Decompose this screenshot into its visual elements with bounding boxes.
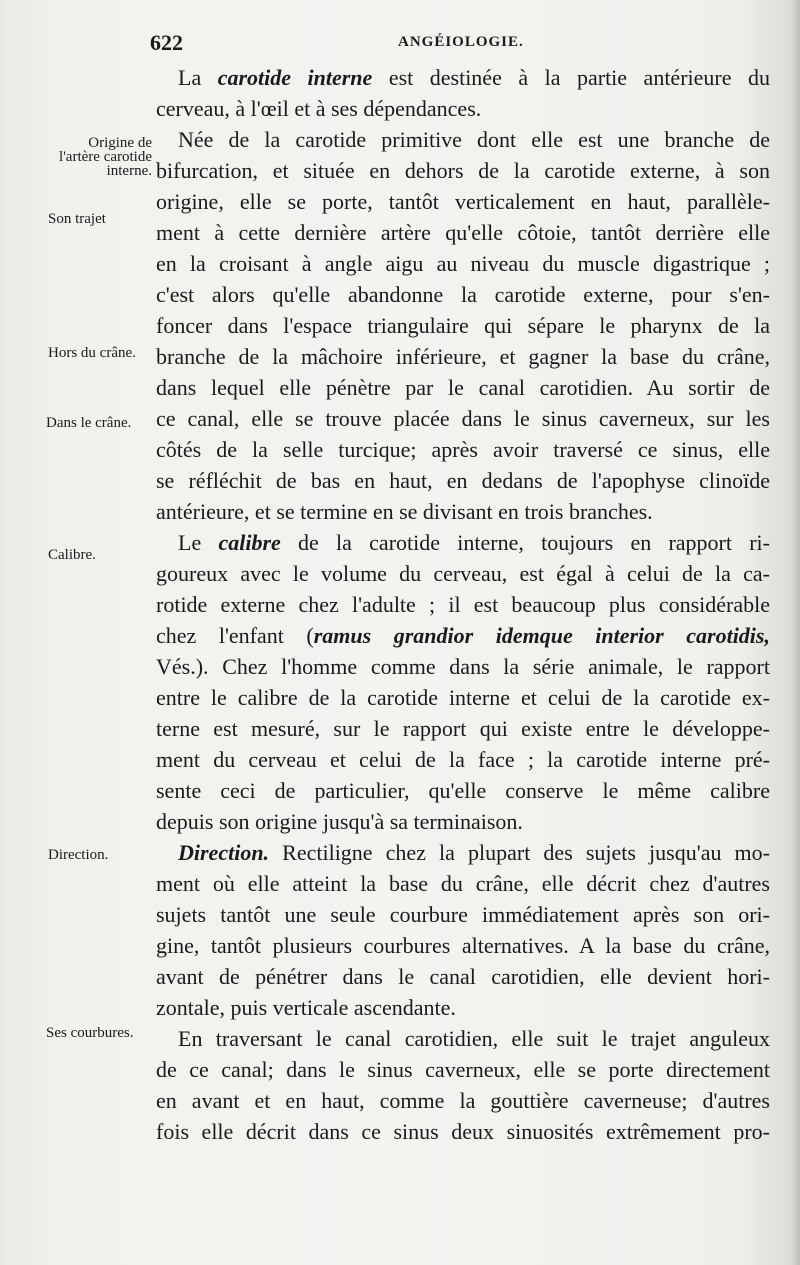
text-line: En traversant le canal carotidien, elle suit le trajet anguleux [178, 1026, 770, 1051]
text-line: entre le calibre de la carotide interne et celui de la carotide ex- [156, 685, 770, 710]
margin-notes [0, 0, 155, 1265]
text-run: Rectiligne chez la plupart des sujets jusqu'au mo- [269, 840, 770, 865]
margin-note-line: Direction. [48, 847, 109, 863]
latin-quote: ramus grandior idemque interior carotidis, [313, 623, 770, 648]
text-run: La [178, 65, 218, 90]
text-line: ment à cette dernière artère qu'elle côtoie, tantôt derrière elle [156, 220, 770, 245]
paragraph-origine [156, 124, 770, 527]
text-line [156, 620, 770, 651]
text-line: fois elle décrit dans ce sinus deux sinuosités extrêmement pro- [156, 1119, 770, 1144]
margin-note-line: Origine de [88, 135, 152, 151]
text-line: antérieure, et se termine en se divisant en trois branches. [156, 499, 653, 524]
text-line: ce canal, elle se trouve placée dans le sinus caverneux, sur les [156, 406, 770, 431]
text-line: depuis son origine jusqu'à sa terminaison. [156, 809, 523, 834]
paragraph-calibre [156, 527, 770, 837]
italic-term: carotide interne [217, 65, 373, 90]
text-line: terne est mesuré, sur le rapport qui existe entre le développe- [156, 716, 770, 741]
text-line: de ce canal; dans le sinus caverneux, elle se porte directement [156, 1057, 770, 1082]
margin-note-line: Calibre. [48, 547, 96, 563]
text-line: zontale, puis verticale ascendante. [156, 995, 456, 1020]
text-line: branche de la mâchoire inférieure, et gagner la base du crâne, [156, 344, 770, 369]
margin-note-line: l'artère carotide [58, 149, 152, 165]
text-line: bifurcation, et située en dehors de la carotide externe, à son [156, 158, 770, 183]
margin-note-line: interne. [106, 163, 152, 179]
margin-note-line: Dans le crâne. [46, 415, 132, 431]
page-number: 622 [150, 30, 183, 55]
italic-term: Direction. [178, 840, 270, 865]
text-line: Vés.). Chez l'homme comme dans la série animale, le rapport [156, 654, 770, 679]
text-run: chez l'enfant ( [156, 623, 314, 648]
text-line: dans lequel elle pénètre par le canal carotidien. Au sortir de [156, 375, 770, 400]
text-line: ment du cerveau et celui de la face ; la carotide interne pré- [156, 747, 770, 772]
text-line: cerveau, à l'œil et à ses dépendances. [156, 96, 482, 121]
text-line: goureux avec le volume du cerveau, est égal à celui de la ca- [156, 561, 770, 586]
text-run: de la carotide interne, toujours en rapport ri- [280, 530, 770, 555]
text-run: Le [178, 530, 219, 555]
text-line: sente ceci de particulier, qu'elle conserve le même calibre [156, 778, 770, 803]
text-line: en la croisant à angle aigu au niveau du muscle digastrique ; [156, 251, 770, 276]
margin-note-line: Son trajet [48, 211, 106, 227]
text-line: ment où elle atteint la base du crâne, elle décrit chez d'autres [156, 871, 770, 896]
text-line [156, 837, 770, 868]
text-line: se réfléchit de bas en haut, en dedans de l'apophyse clinoïde [156, 468, 770, 493]
page-header [150, 30, 770, 60]
text-line: avant de pénétrer dans le canal carotidien, elle devient hori- [156, 964, 770, 989]
paragraph-direction [156, 837, 770, 1023]
italic-term: calibre [218, 530, 281, 555]
text-run: est destinée à la partie antérieure du [372, 65, 770, 90]
text-line: c'est alors qu'elle abandonne la carotide externe, pour s'en- [156, 282, 770, 307]
text-line: Née de la carotide primitive dont elle est une branche de [178, 127, 770, 152]
text-line: origine, elle se porte, tantôt verticalement en haut, parallèle- [156, 189, 770, 214]
text-line: gine, tantôt plusieurs courbures alternatives. A la base du crâne, [156, 933, 770, 958]
text-line: sujets tantôt une seule courbure immédiatement après son ori- [156, 902, 770, 927]
margin-note-line: Hors du crâne. [48, 345, 136, 361]
running-title: ANGÉIOLOGIE. [398, 34, 524, 50]
text-line: foncer dans l'espace triangulaire qui sépare le pharynx de la [156, 313, 770, 338]
text-line: en avant et en haut, comme la gouttière caverneuse; d'autres [156, 1088, 770, 1113]
text-line: côtés de la selle turcique; après avoir traversé ce sinus, elle [156, 437, 770, 462]
paragraph-courbures [156, 1023, 770, 1147]
margin-note-line: Ses courbures. [46, 1025, 134, 1041]
margin-note-origine [6, 136, 152, 178]
text-line [156, 62, 770, 93]
text-line: rotide externe chez l'adulte ; il est beaucoup plus considérable [156, 592, 770, 617]
paragraph-intro [156, 62, 770, 124]
body-text [156, 62, 770, 1147]
text-line [156, 527, 770, 558]
